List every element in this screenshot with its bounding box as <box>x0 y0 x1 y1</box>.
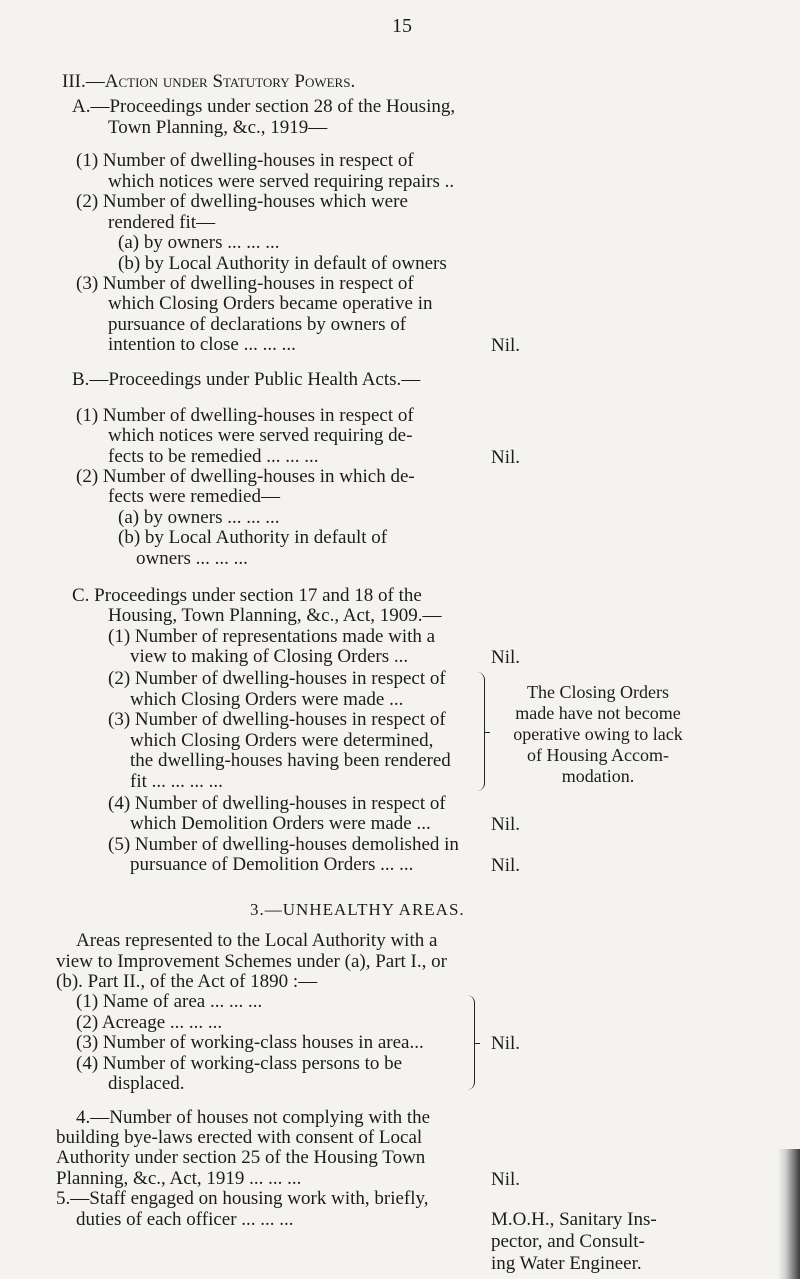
section-3-item: (4) Number of working-class persons to be <box>76 1053 403 1074</box>
section-c-line: which Closing Orders were determined, <box>130 730 434 751</box>
section-c-line: (4) Number of dwelling-houses in respect of <box>108 793 446 814</box>
section-3-item: (2) Acreage ... ... ... <box>76 1012 223 1033</box>
section-3-brace <box>466 995 475 1090</box>
section-b-line: (1) Number of dwelling-houses in respect of <box>76 405 414 426</box>
section-c-brace <box>476 672 485 791</box>
section-a-line: pursuance of declarations by owners of <box>108 314 407 335</box>
section-c-title: Housing, Town Planning, &c., Act, 1909.— <box>108 605 442 626</box>
section-c-note <box>492 682 704 787</box>
section-c-line: pursuance of Demolition Orders ... ... <box>130 854 414 875</box>
section-a-title: Town Planning, &c., 1919— <box>108 117 328 138</box>
section-a-line: (b) by Local Authority in default of owners <box>118 253 447 274</box>
section-c-line: which Demolition Orders were made ... <box>130 813 431 834</box>
section-4-line: Planning, &c., Act, 1919 ... ... ... <box>56 1168 302 1189</box>
section-c-value-1: Nil. <box>491 647 521 668</box>
section-a-value: Nil. <box>491 335 521 356</box>
section-a-line: rendered fit— <box>108 212 216 233</box>
section-a-line: intention to close ... ... ... <box>108 334 296 355</box>
section-b-value: Nil. <box>491 447 521 468</box>
section-5-value-line: M.O.H., Sanitary Ins- <box>491 1209 657 1230</box>
section-4-line: Authority under section 25 of the Housing Town <box>56 1147 426 1168</box>
section-a-line: (1) Number of dwelling-houses in respect of <box>76 150 414 171</box>
section-3-item: displaced. <box>108 1073 185 1094</box>
section-b-line: fects to be remedied ... ... ... <box>108 446 319 467</box>
section-3-intro: view to Improvement Schemes under (a), Part I., or <box>56 951 447 972</box>
section-heading <box>62 71 355 93</box>
section-c-line: (2) Number of dwelling-houses in respect of <box>108 668 446 689</box>
section-a-line: (3) Number of dwelling-houses in respect of <box>76 273 414 294</box>
note-line: made have not become <box>515 703 681 723</box>
section-b-line: fects were remedied— <box>108 486 280 507</box>
section-c-title: C. Proceedings under section 17 and 18 of the <box>72 585 422 606</box>
section-c-line: which Closing Orders were made ... <box>130 689 404 710</box>
section-3-title: 3.—UNHEALTHY AREAS. <box>250 900 465 919</box>
section-title: Action under Statutory Powers. <box>104 71 356 92</box>
section-b-line: (2) Number of dwelling-houses in which de- <box>76 466 415 487</box>
section-3-intro: (b). Part II., of the Act of 1890 :— <box>56 971 318 992</box>
section-numeral: III.— <box>62 71 105 92</box>
section-a-line: which Closing Orders became operative in <box>108 293 433 314</box>
section-3-value: Nil. <box>491 1033 521 1054</box>
section-4-line: 4.—Number of houses not complying with the <box>76 1107 431 1128</box>
section-3-item: (1) Name of area ... ... ... <box>76 991 263 1012</box>
note-line: modation. <box>561 766 635 786</box>
page-number: 15 <box>392 15 412 37</box>
section-5-value <box>491 1209 657 1275</box>
section-c-line: the dwelling-houses having been rendered <box>130 750 451 771</box>
section-c-line: (5) Number of dwelling-houses demolished in <box>108 834 459 855</box>
section-c-line: fit ... ... ... ... <box>130 771 223 792</box>
section-3-item: (3) Number of working-class houses in area... <box>76 1032 424 1053</box>
section-b-line: which notices were served requiring de- <box>108 425 413 446</box>
section-c-value-4: Nil. <box>491 814 521 835</box>
section-4-line: building bye-laws erected with consent of Local <box>56 1127 423 1148</box>
section-a-line: (2) Number of dwelling-houses which were <box>76 191 408 212</box>
section-a-line: which notices were served requiring repairs .. <box>108 171 455 192</box>
section-4-value: Nil. <box>491 1169 521 1190</box>
note-line: of Housing Accom- <box>527 745 669 765</box>
section-c-line: (3) Number of dwelling-houses in respect of <box>108 709 446 730</box>
section-5-value-line: pector, and Consult- <box>491 1231 645 1252</box>
section-b-line: owners ... ... ... <box>136 548 248 569</box>
note-line: The Closing Orders <box>527 682 669 702</box>
section-5-line: duties of each officer ... ... ... <box>76 1209 294 1230</box>
section-5-line: 5.—Staff engaged on housing work with, briefly, <box>56 1188 429 1209</box>
note-line: operative owing to lack <box>513 724 683 744</box>
section-b-line: (b) by Local Authority in default of <box>118 527 388 548</box>
section-b-line: (a) by owners ... ... ... <box>118 507 280 528</box>
page-edge-shadow <box>778 1149 800 1279</box>
section-c-line: (1) Number of representations made with a <box>108 626 436 647</box>
section-5-value-line: ing Water Engineer. <box>491 1253 642 1274</box>
section-b-title: B.—Proceedings under Public Health Acts.— <box>72 369 421 390</box>
section-a-line: (a) by owners ... ... ... <box>118 232 280 253</box>
section-c-line: view to making of Closing Orders ... <box>130 646 409 667</box>
section-3-intro: Areas represented to the Local Authority with a <box>76 930 438 951</box>
section-c-value-5: Nil. <box>491 855 521 876</box>
section-a-title: A.—Proceedings under section 28 of the Housing, <box>72 96 456 117</box>
